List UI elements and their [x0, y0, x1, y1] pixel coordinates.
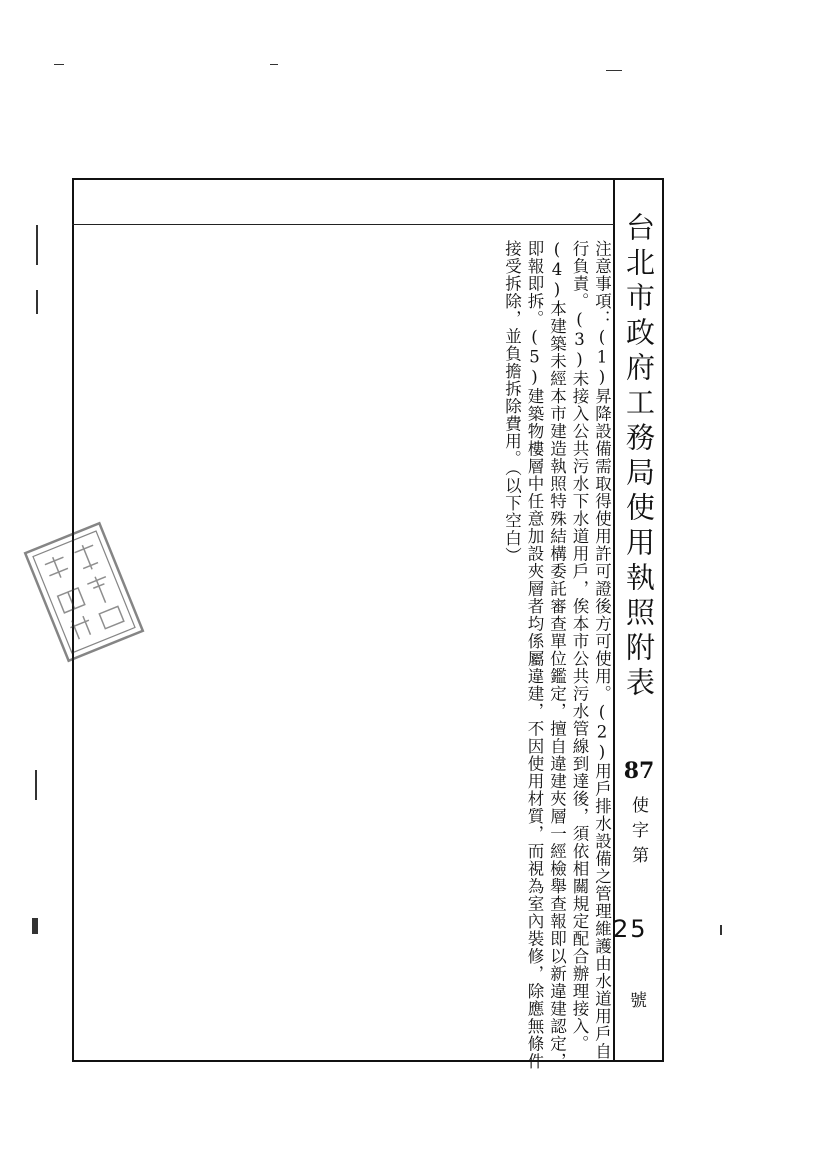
permit-suffix: 號	[630, 991, 647, 1011]
scan-artifact	[270, 64, 278, 65]
header-rule	[72, 224, 614, 225]
scan-artifact	[36, 225, 38, 265]
scan-artifact	[606, 70, 622, 71]
permit-year: 87	[623, 758, 655, 784]
notes-text: (1)昇降設備需取得使用許可證後方可使用。(2)用戶排水設備之管理維護由水道用戶自行負責。(3)未接入公共污水下水道用戶，俟本市公共污水管線到達後，須依相關規定配合辦理接入。(4)本建築未經本市建造執照特殊結構委託審查單位鑑定，擅自違建夾層一經檢舉查報即以新違建認定，即報即拆。(5)建築物樓層中任意加設夾層者均係屬違建，不因使用材質，而視為室內裝修，除應無條件接受拆除，並負擔拆除費用。（以下空白）	[502, 240, 612, 1070]
notes-block	[500, 240, 613, 1070]
document-title: 台北市政府工務局使用執照附表	[622, 212, 656, 702]
scan-artifact	[54, 64, 64, 65]
scan-artifact	[35, 770, 37, 800]
permit-word: 使字第	[628, 796, 648, 871]
scan-artifact	[36, 290, 38, 314]
scan-artifact	[32, 918, 38, 934]
notes-label: 注意事項：	[592, 240, 612, 328]
scan-artifact	[720, 925, 722, 935]
permit-number: 25	[613, 915, 648, 943]
